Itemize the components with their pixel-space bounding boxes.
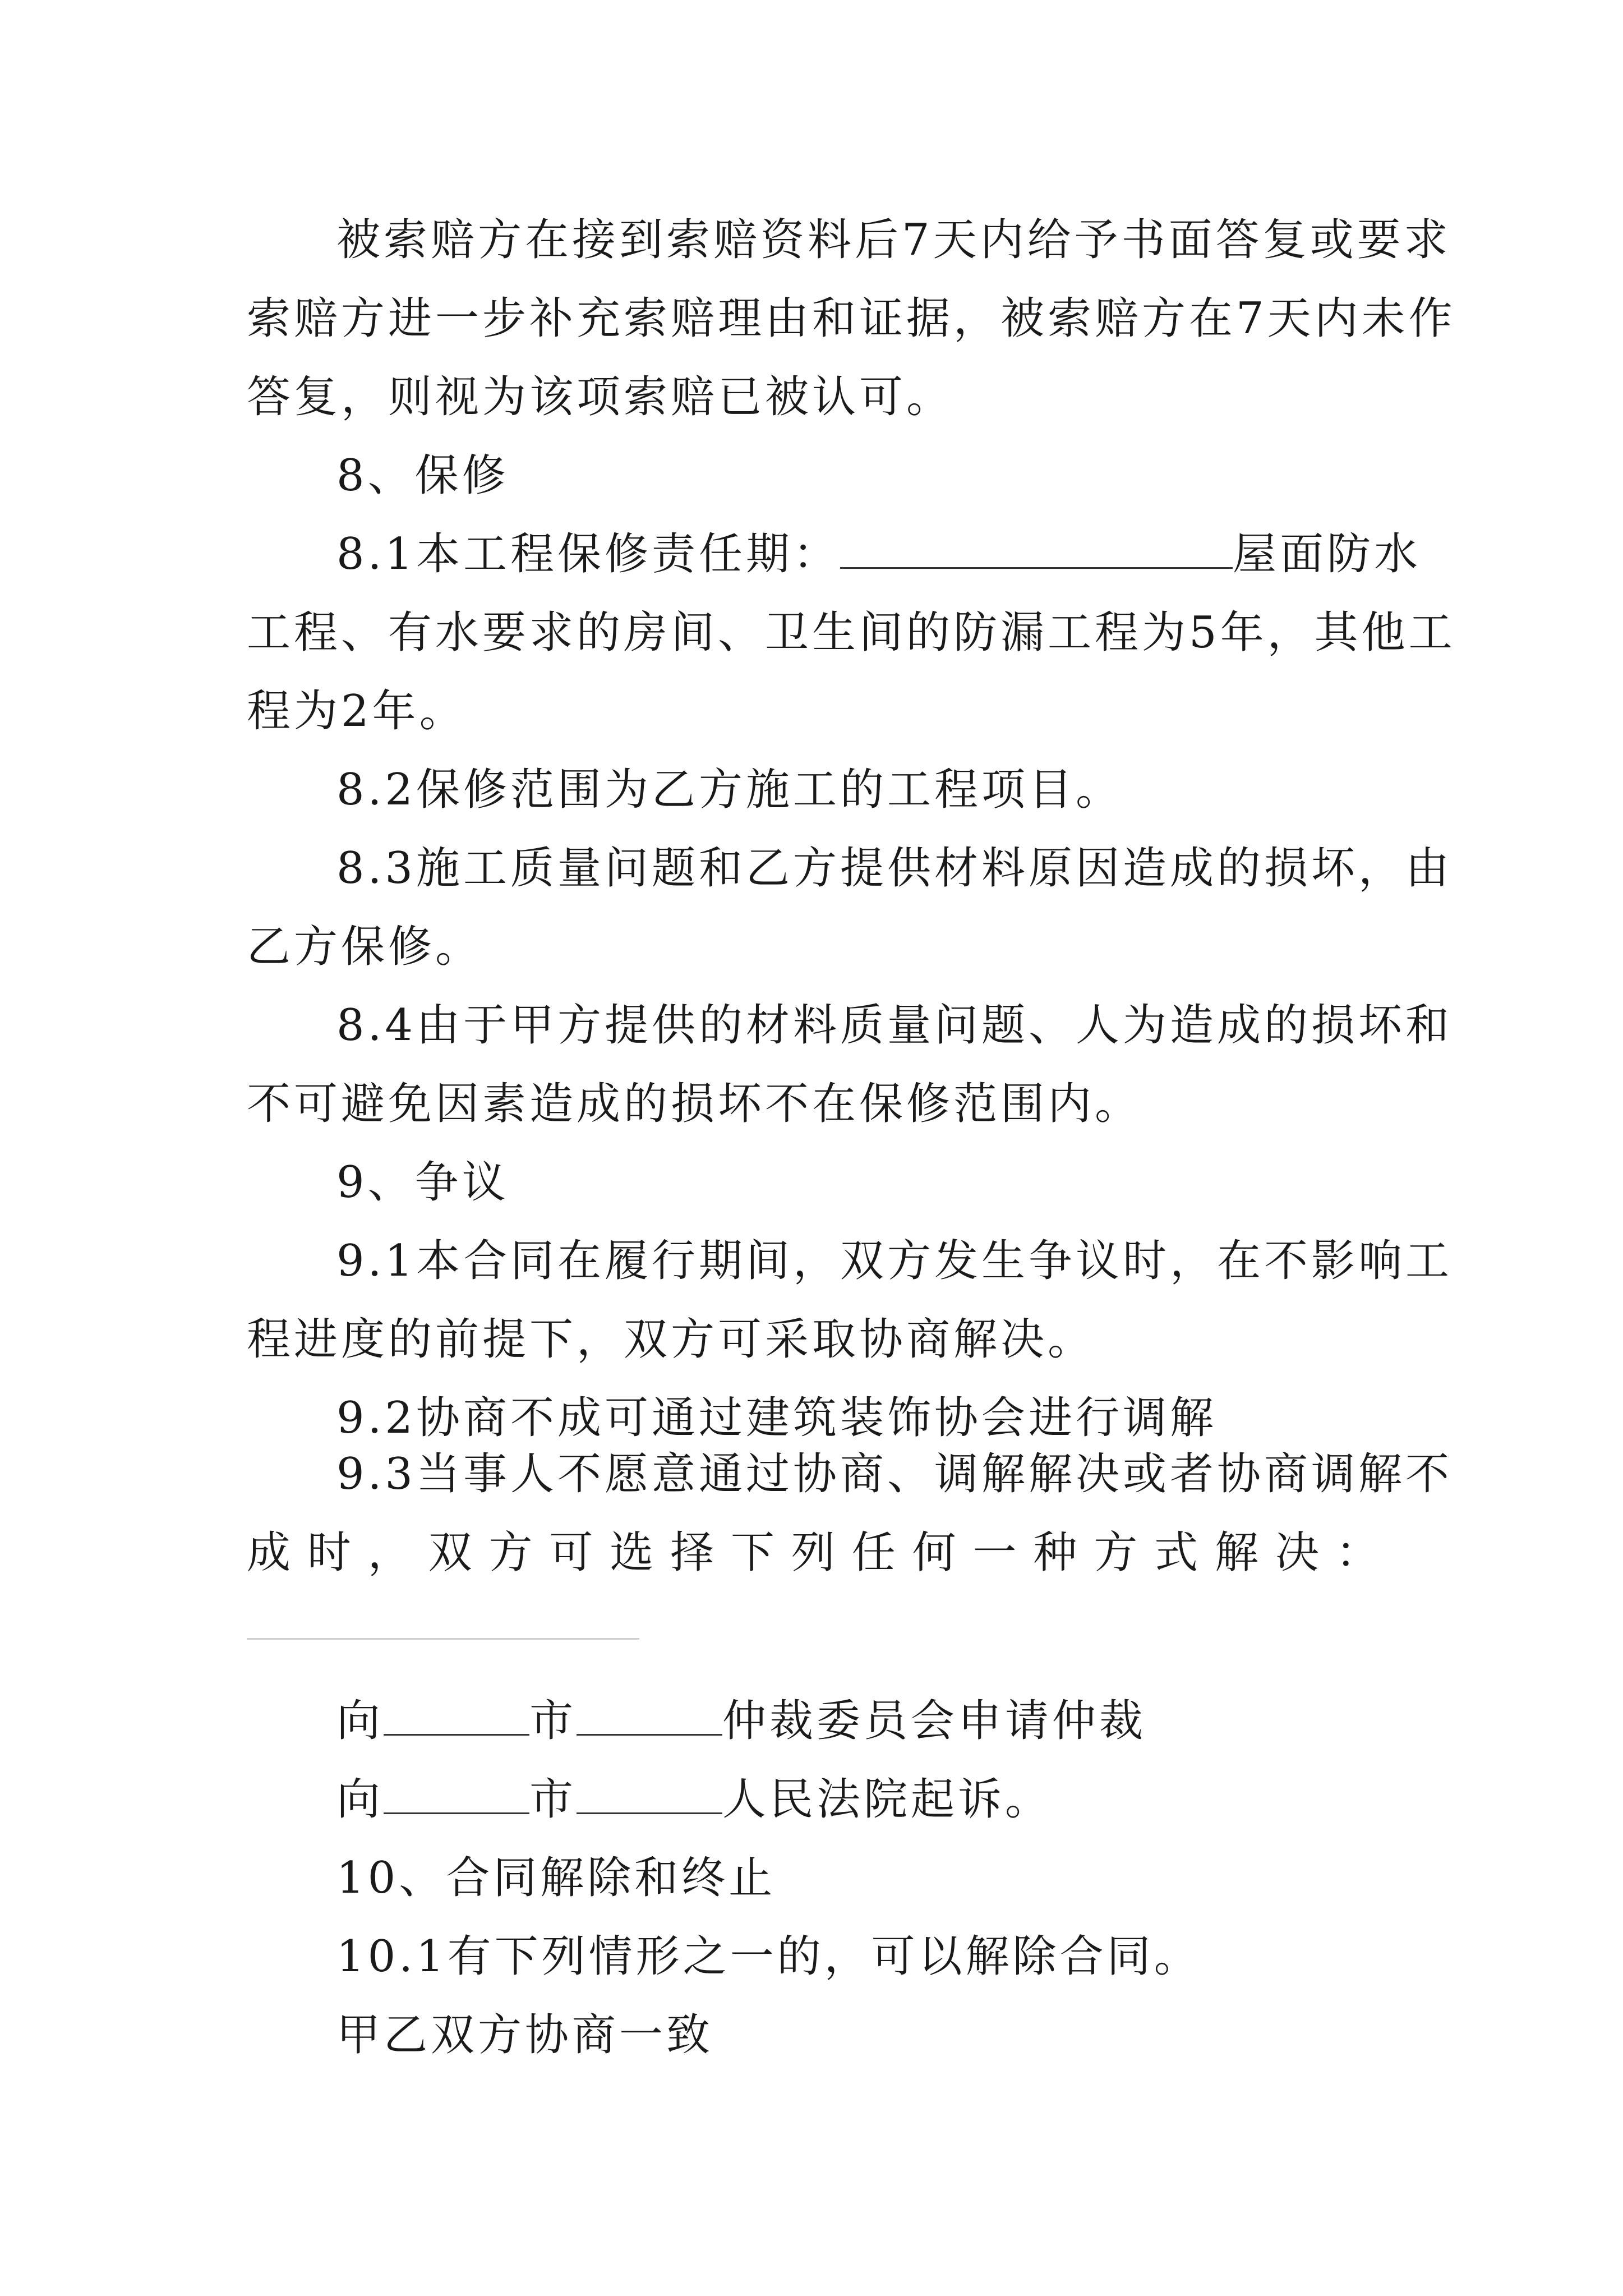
clause-text: 屋面防水 xyxy=(1233,529,1422,579)
spread-char: 列 xyxy=(791,1527,835,1578)
clause-text: 8.1本工程保修责任期： xyxy=(336,529,841,579)
spread-char: 任 xyxy=(851,1527,896,1578)
spread-char: ： xyxy=(1335,1527,1380,1578)
paragraph-line: 甲乙双方协商一致 xyxy=(336,2010,714,2060)
spread-char: 成 xyxy=(247,1527,291,1578)
institution-blank[interactable] xyxy=(577,1773,722,1814)
fill-in-blank[interactable] xyxy=(840,528,1233,569)
section-heading: 10、合同解除和终止 xyxy=(336,1853,776,1903)
institution-blank[interactable] xyxy=(577,1695,722,1736)
paragraph-line: 工程、有水要求的房间、卫生间的防漏工程为5年，其他工 xyxy=(247,608,1456,658)
spread-char: 择 xyxy=(670,1527,714,1578)
spread-char: 决 xyxy=(1275,1527,1319,1578)
paragraph-line: 9.2协商不成可通过建筑装饰协会进行调解 xyxy=(336,1393,1218,1443)
spread-char: 选 xyxy=(610,1527,654,1578)
justified-line xyxy=(247,1526,1380,1580)
paragraph-line: 程进度的前提下，双方可采取协商解决。 xyxy=(247,1314,1095,1365)
paragraph-line: 不可避免因素造成的损坏不在保修范围内。 xyxy=(247,1079,1142,1129)
city-blank[interactable] xyxy=(384,1695,529,1736)
spread-char: 一 xyxy=(972,1527,1017,1578)
arbitration-option-line xyxy=(336,1694,1146,1748)
paragraph-line: 程为2年。 xyxy=(247,686,467,737)
paragraph-line: 索赔方进一步补充索赔理由和证据，被索赔方在7天内未作 xyxy=(247,293,1456,344)
option-suffix: 仲裁委员会申请仲裁 xyxy=(722,1696,1147,1746)
city-label: 市 xyxy=(529,1696,577,1746)
spread-char: 双 xyxy=(428,1527,472,1578)
spread-char: 式 xyxy=(1154,1527,1198,1578)
spread-char: 方 xyxy=(1094,1527,1138,1578)
clause-8-1-line xyxy=(336,527,1421,581)
paragraph-line: 9.1本合同在履行期间，双方发生争议时，在不影响工 xyxy=(336,1236,1453,1286)
spread-char: 方 xyxy=(488,1527,533,1578)
spread-char: 时 xyxy=(307,1527,351,1578)
paragraph-line: 答复，则视为该项索赔已被认可。 xyxy=(247,372,954,422)
spread-char: ， xyxy=(367,1527,412,1578)
paragraph-line: 被索赔方在接到索赔资料后7天内给予书面答复或要求 xyxy=(336,215,1451,265)
section-heading: 8、保修 xyxy=(336,450,509,501)
spread-char: 种 xyxy=(1033,1527,1077,1578)
court-option-line xyxy=(336,1773,1052,1826)
city-blank[interactable] xyxy=(384,1773,529,1814)
spread-char: 何 xyxy=(912,1527,956,1578)
spread-char: 解 xyxy=(1215,1527,1259,1578)
option-prefix: 向 xyxy=(336,1774,384,1825)
paragraph-line: 10.1有下列情形之一的，可以解除合同。 xyxy=(336,1931,1201,1982)
option-suffix: 人民法院起诉。 xyxy=(722,1774,1053,1825)
blank-underline[interactable] xyxy=(247,1638,639,1640)
section-heading: 9、争议 xyxy=(336,1157,509,1208)
spread-char: 可 xyxy=(549,1527,593,1578)
paragraph-line: 8.4由于甲方提供的材料质量问题、人为造成的损坏和 xyxy=(336,1000,1453,1051)
paragraph-line: 8.3施工质量问题和乙方提供材料原因造成的损坏，由 xyxy=(336,843,1453,894)
paragraph-line: 9.3当事人不愿意通过协商、调解解决或者协商调解不 xyxy=(336,1449,1453,1499)
paragraph-line: 乙方保修。 xyxy=(247,922,483,972)
spread-char: 下 xyxy=(731,1527,775,1578)
option-prefix: 向 xyxy=(336,1696,384,1746)
paragraph-line: 8.2保修范围为乙方施工的工程项目。 xyxy=(336,765,1123,815)
city-label: 市 xyxy=(529,1774,577,1825)
